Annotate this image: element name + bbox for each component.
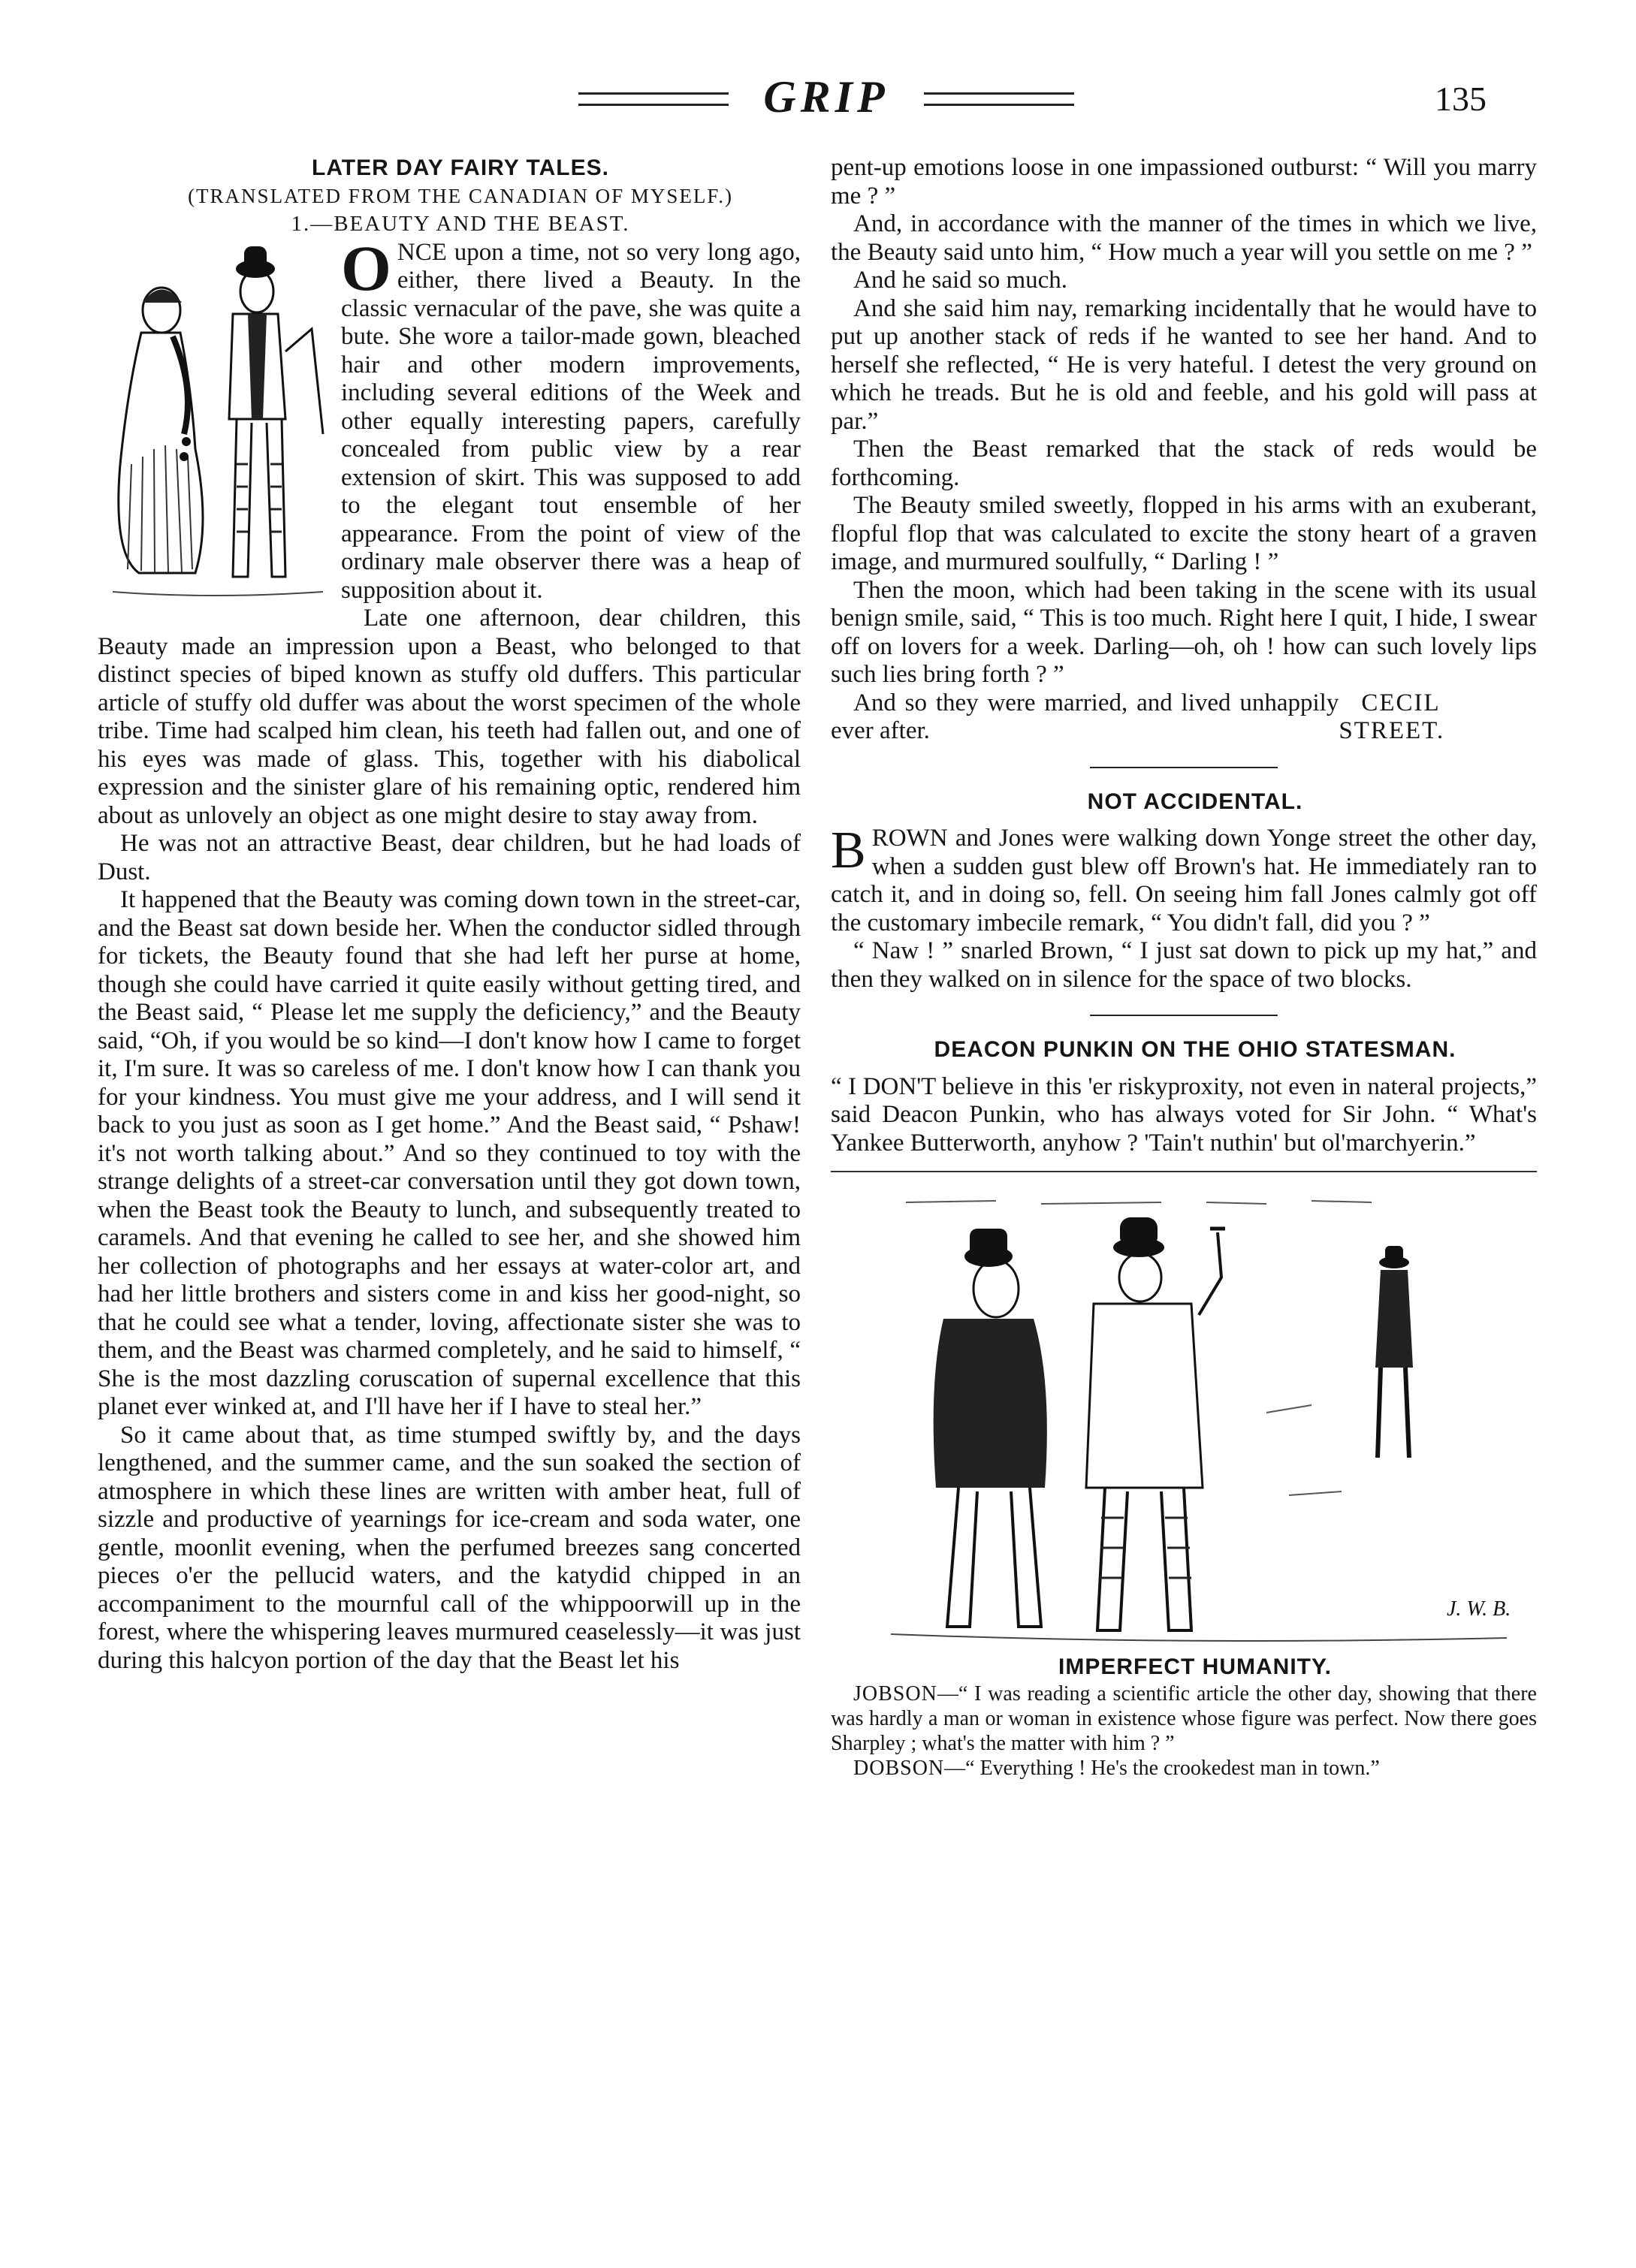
story-paragraph: Then the moon, which had been taking in the scene with its usual benign smile, said, “ This is too much. Right here I quit, I hide, I swear off on lovers for a week. Darling—oh, oh ! how can such lovely lips such lies bring forth ? ”: [831, 576, 1537, 688]
author-signature: CECIL STREET.: [1339, 689, 1445, 744]
masthead-title: GRIP: [763, 72, 889, 122]
story-paragraph: Late one afternoon, dear children, this Beauty made an impression upon a Beast, who belonged to that distinct species of biped known as stuffy old duffers. This particular article of stuffy old duffer was about the worst specimen of the whole tribe. Time had scalped him clean, his teeth had fallen out, and one of his eyes was made of glass. This, together with his diabolical expression and the sinister glare of his remaining optic, rendered him about as unlovely an object as one might desire to stay away from.: [98, 605, 801, 829]
story-paragraph: BROWN and Jones were walking down Yonge street the other day, when a sudden gust blew off Brown's hat. He immediately ran to catch it, and in doing so, fell. On seeing him fall Jones calmly got off the customary imbecile remark, “ You didn't fall, did you ? ”: [831, 822, 1537, 936]
story-paragraph: So it came about that, as time stumped swiftly by, and the days lengthened, and the summer came, and the sun soaked the section of atmosphere in which these lines are written with amber heat, full of sizzle and productive of yearnings for ice-cream and soda water, one gentle, moonlit evening, when the perfumed breezes sang concerted pieces o'er the pellucid waters, and the katydid chipped in an accompaniment to the mournful call of the whippoorwill up in the forest, where the whispering leaves murmured ceaselessly—it was just during this halcyon portion of the day that the Beast let his: [98, 1421, 801, 1674]
masthead: [571, 71, 1067, 124]
story-part-heading: 1.—BEAUTY AND THE BEAST.: [291, 212, 630, 236]
masthead-rule-right: [924, 92, 1074, 106]
story-paragraph: And he said so much.: [853, 267, 1068, 294]
artist-mark: J. W. B.: [1447, 1597, 1511, 1621]
story-subtitle: (TRANSLATED FROM THE CANADIAN OF MYSELF.): [188, 184, 733, 207]
story-paragraph: “ Naw ! ” snarled Brown, “ I just sat down to pick up my hat,” and then they walked on in silence for the space of two blocks.: [831, 937, 1537, 993]
story-paragraph: It happened that the Beauty was coming down town in the street-car, and the Beast sat down beside her. When the conductor sidled through for tickets, the Beauty found that she had left her purse at home, though she could have carried it quite easily without getting tired, and the Beast said, “ Please let me supply the deficiency,” and the Beauty said, “Oh, if you would be so kind—I don't know how I came to forget it, I'm sure. It was so careless of me. I don't know how I can thank you for your kindness. You must give me your address, and I will send it back to you just as soon as I get home.” And the Beast said, “ Pshaw! it's not worth talking about.” And so they continued to toy with the strange delights of a street-car conversation until they got down town, when the Beast took the Beauty to lunch, and subsequently treated to caramels. And that evening he called to see her, and she showed him her collection of photographs and her essays at water-color art, and had her little brothers and sisters come in and kiss her good-night, so that he could see what a tender, loving, affectionate sister she was to them, and the Beast was charmed completely, and he said to himself, “ She is the most dazzling coruscation of supernal excellence that this planet ever winked at, and I'll have her if I have to steal her.”: [98, 886, 801, 1420]
story-paragraph: ONCE upon a time, not so very long ago, either, there lived a Beauty. In the classic vernacular of the pave, she was quite a bute. She wore a tailor-made gown, bleached hair and other modern improvements, including several editions of the Week and other equally interesting papers, carefully concealed from public view by a rear extension of skirt. This was supposed to add to the elegant tout ensemble of her appearance. From the point of view of the ordinary male observer there was a heap of supposition about it.: [341, 231, 801, 604]
story-paragraph: Then the Beast remarked that the stack of reds would be forthcoming.: [831, 436, 1537, 491]
cartoon-title: IMPERFECT HUMANITY.: [1058, 1654, 1332, 1679]
story-paragraph: The Beauty smiled sweetly, flopped in his arms with an exuberant, flopful flop that was calculated to excite the stony heart of a graven image, and murmured soulfully, “ Darling ! ”: [831, 492, 1537, 575]
drop-cap: B: [831, 822, 866, 879]
story-ending: And so they were married, and lived unhappily ever after. CECIL STREET.: [831, 689, 1537, 746]
story-title: LATER DAY FAIRY TALES.: [312, 155, 609, 180]
story-paragraph: And, in accordance with the manner of the times in which we live, the Beauty said unto him, “ How much a year will you settle on me ? ”: [831, 210, 1537, 266]
page-number: 135: [1435, 80, 1487, 118]
story-title: NOT ACCIDENTAL.: [1087, 789, 1303, 814]
drop-cap: O: [341, 231, 391, 304]
story-paragraph: pent-up emotions loose in one impassioned outburst: “ Will you marry me ? ”: [831, 154, 1537, 210]
right-column: [831, 154, 1537, 1781]
story-paragraph: And she said him nay, remarking incidentally that he would have to put up another stack of reds if he wanted to see her hand. And to herself she reflected, “ He is very hateful. I detest the very ground on which he treads. But he is old and feeble, and his gold will pass at par.”: [831, 294, 1537, 435]
story-paragraph: “ I DON'T believe in this 'er riskyproxity, not even in nateral projects,” said Deacon Punkin, who has always voted for Sir John. “ What's Yankee Butterworth, anyhow ? 'Tain't nuthin' but ol'marchyerin.”: [831, 1072, 1537, 1157]
cartoon-caption-line: JOBSON—“ I was reading a scientific article the other day, showing that there was hardly a man or woman in existence whose figure was perfect. Now there goes Sharpley ; what's the matter with him ? ”: [831, 1681, 1537, 1755]
speaker-name: DOBSON: [853, 1756, 945, 1780]
divider: [1090, 1015, 1278, 1016]
divider: [831, 1171, 1537, 1172]
story-title: DEACON PUNKIN ON THE OHIO STATESMAN.: [934, 1037, 1456, 1062]
speaker-name: JOBSON: [853, 1681, 937, 1706]
cartoon-caption-line: DOBSON—“ Everything ! He's the crookedest man in town.”: [853, 1756, 1380, 1780]
left-column: [98, 154, 801, 1675]
story-paragraph: He was not an attractive Beast, dear children, but he had loads of Dust.: [98, 830, 801, 885]
masthead-rule-left: [578, 92, 729, 106]
imperfect-humanity-cartoon: [846, 1187, 1522, 1653]
beauty-and-beast-illustration: [98, 239, 331, 614]
divider: [1090, 767, 1278, 768]
